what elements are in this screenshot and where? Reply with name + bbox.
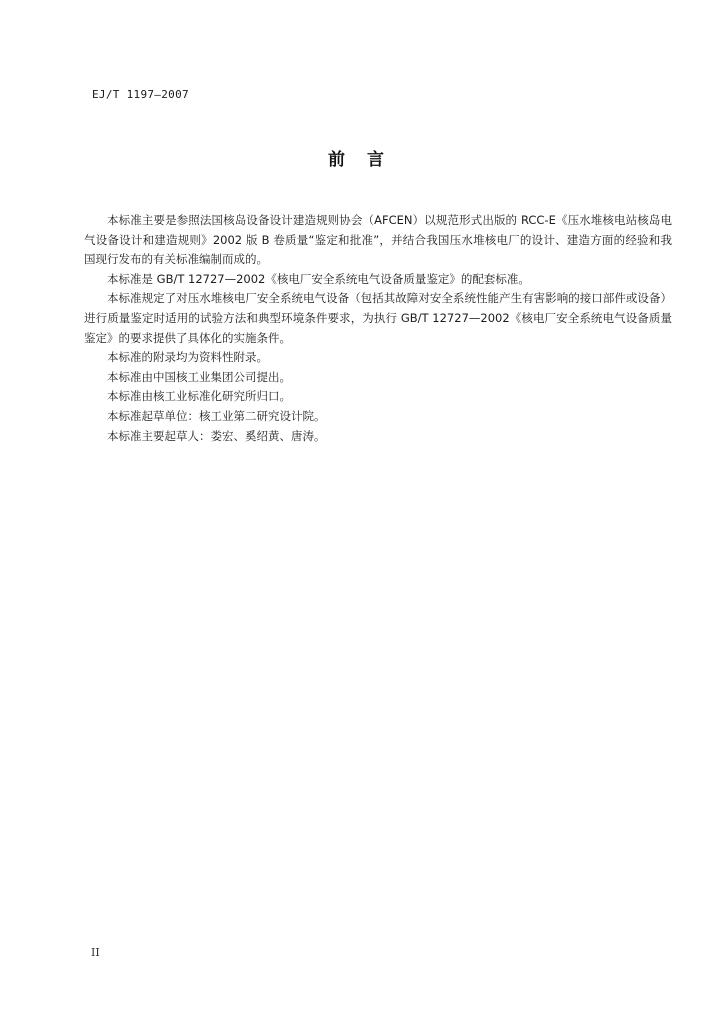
section-title: 前言 xyxy=(328,150,406,170)
page-number: II xyxy=(91,946,100,959)
paragraph-appendix: 本标准的附录均为资料性附录。 xyxy=(107,350,268,365)
paragraph-scope: 本标准规定了对压水堆核电厂安全系统电气设备（包括其故障对安全系统性能产生有害影响的接口部件或设备）进行质量鉴定时适用的试验方法和典型环境条件要求，为执行 GB/T 12727—2002《核电厂安全系统电气设备质量鉴定》的要求提供了具体化的实施条件。 xyxy=(84,291,672,345)
document-code: EJ/T 1197—2007 xyxy=(92,88,189,101)
paragraph-administration: 本标准由核工业标准化研究所归口。 xyxy=(107,389,291,404)
paragraph-drafting-unit: 本标准起草单位：核工业第二研究设计院。 xyxy=(107,408,326,423)
paragraph-drafters: 本标准主要起草人：娄宏、奚绍黄、唐涛。 xyxy=(107,428,326,443)
paragraph-companion-standard: 本标准是 GB/T 12727—2002《核电厂安全系统电气设备质量鉴定》的配套标准。 xyxy=(107,271,530,286)
paragraph-proposer: 本标准由中国核工业集团公司提出。 xyxy=(107,369,291,384)
paragraph-basis: 本标准主要是参照法国核岛设备设计建造规则协会（AFCEN）以规范形式出版的 RCC-E《压水堆核电站核岛电气设备设计和建造规则》2002 版 B 卷质量“鉴定和批准”，并结合我国压水堆核电厂的设计、建造方面的经验和我国现行发布的有关标准编制而成的。 xyxy=(84,213,672,267)
foreword-body xyxy=(84,211,672,446)
